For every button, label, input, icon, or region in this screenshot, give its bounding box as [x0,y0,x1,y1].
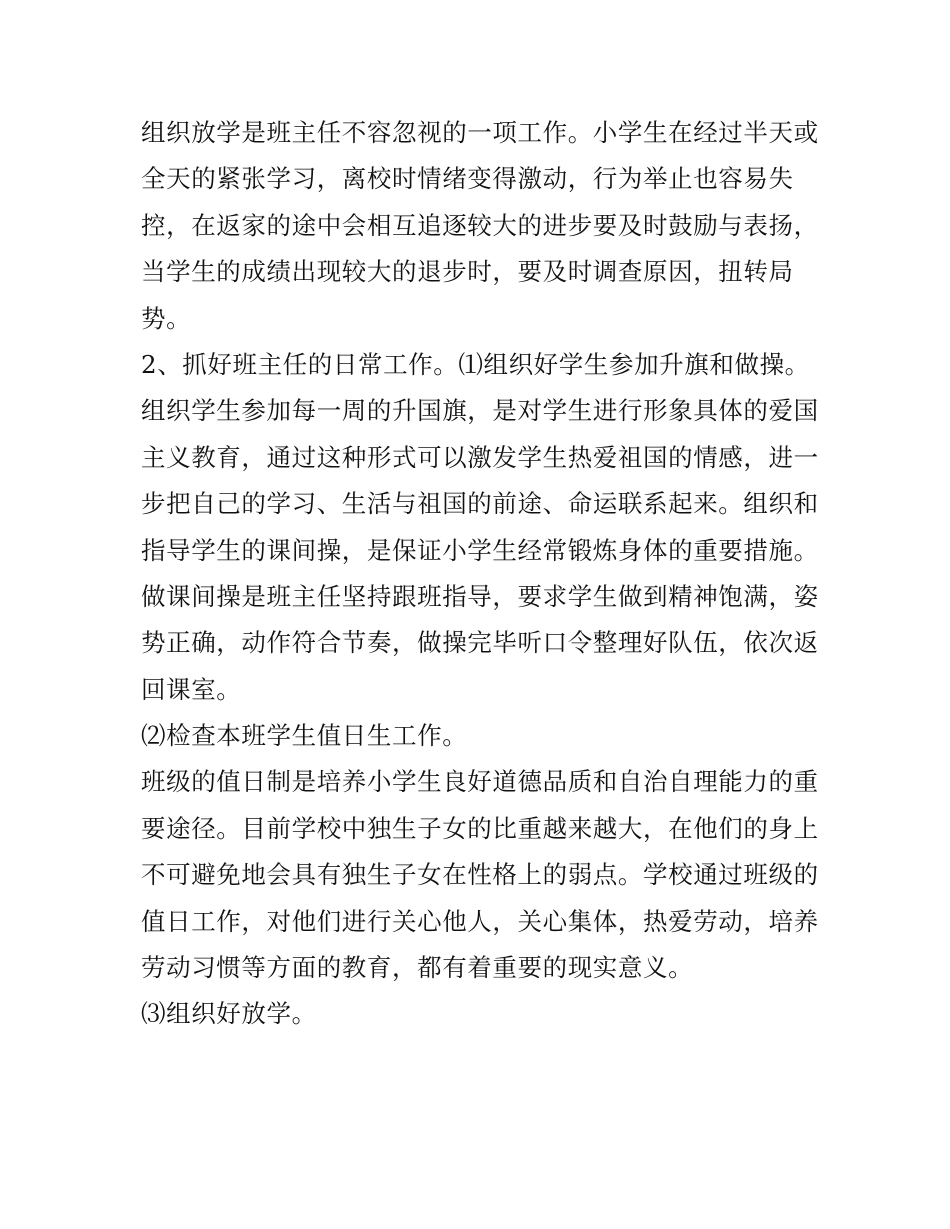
text-line: 组织学生参加每一周的升国旗，是对学生进行形象具体的爱国 [141,396,819,426]
text-line: 控，在返家的途中会相互追逐较大的进步要及时鼓励与表扬， [141,210,819,240]
document-body [141,110,821,1038]
text-line: 指导学生的课间操，是保证小学生经常锻炼身体的重要措施。 [141,535,819,565]
text-line: 当学生的成绩出现较大的退步时，要及时调查原因，扭转局 [141,257,794,287]
text-line: 要途径。目前学校中独生子女的比重越来越大，在他们的身上 [141,813,819,843]
text-line: 回课室。 [141,674,242,704]
subsection-heading-line: ⑶组织好放学。 [141,999,317,1029]
text-line: 班级的值日制是培养小学生良好道德品质和自治自理能力的重 [141,767,819,797]
text-line: 组织放学是班主任不容忽视的一项工作。小学生在经过半天或 [141,118,819,147]
text-line: 全天的紧张学习，离校时情绪变得激动，行为举止也容易失 [141,164,794,194]
text-line: 主义教育，通过这种形式可以激发学生热爱祖国的情感，进一 [141,442,819,472]
text-line: 值日工作，对他们进行关心他人，关心集体，热爱劳动，培养 [141,906,819,936]
text-line: 势。 [141,303,192,333]
section-heading-line: 2、抓好班主任的日常工作。⑴组织好学生参加升旗和做操。 [141,349,810,379]
text-line: 做课间操是班主任坚持跟班指导，要求学生做到精神饱满，姿 [141,581,819,611]
text-line: 步把自己的学习、生活与祖国的前途、命运联系起来。组织和 [141,489,819,519]
text-line: 势正确，动作符合节奏，做操完毕听口令整理好队伍，依次返 [141,628,819,658]
text-line: 不可避免地会具有独生子女在性格上的弱点。学校通过班级的 [141,860,819,890]
text-line: 劳动习惯等方面的教育，都有着重要的现实意义。 [141,953,694,983]
subsection-heading-line: ⑵检查本班学生值日生工作。 [141,721,468,751]
